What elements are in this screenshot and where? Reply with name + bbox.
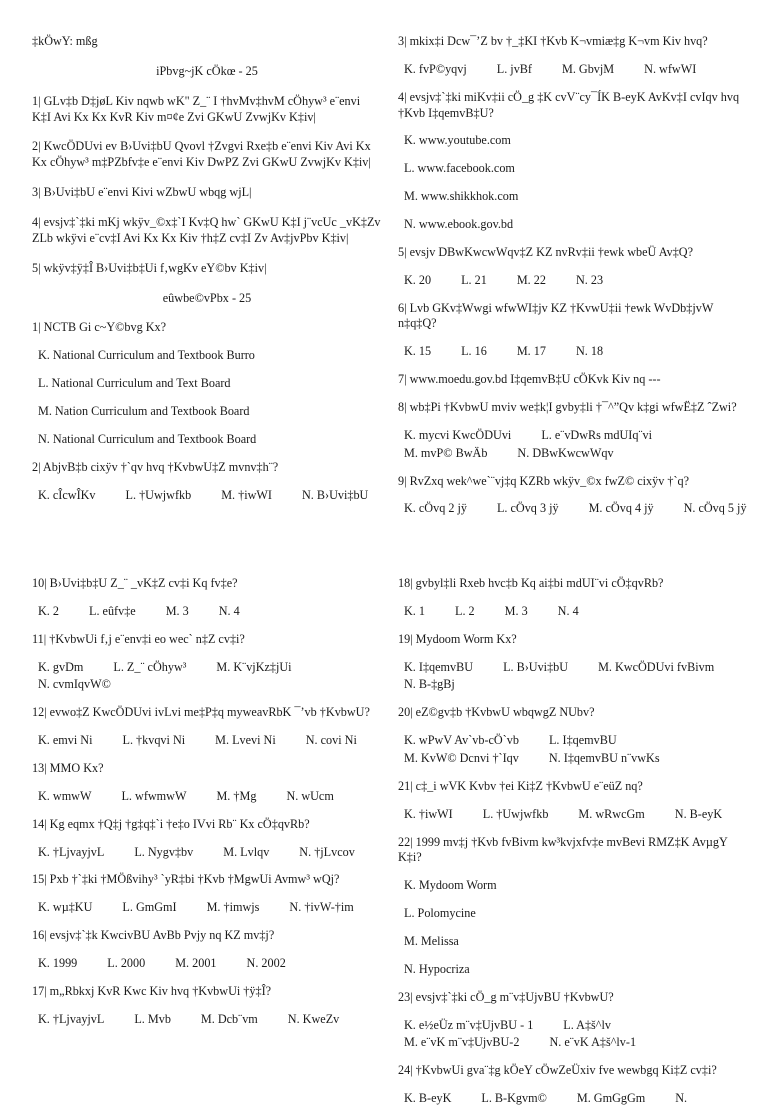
question-text: 11| †KvbwUi f‚j e¨env‡i eo wec` n‡Z cv‡i? <box>32 631 245 646</box>
answer-options <box>404 62 748 78</box>
answer-option: N. e¨vK A‡š^lv-1 <box>549 1035 637 1050</box>
answer-options <box>38 956 382 972</box>
question-text: 20| eZ©gv‡b †KvbwU wbqwgZ NUbv? <box>398 705 595 720</box>
question-text: 12| evwo‡Z KwcÖDUvi ivLvi me‡P‡q myweavRbK ¯’vb †KvbwU? <box>32 705 370 720</box>
answer-option: K. 2 <box>38 603 59 618</box>
answer-option: L. 2000 <box>107 956 146 971</box>
answer-option: L. I‡qemvBU <box>548 733 617 748</box>
answer-option: K. 1999 <box>38 956 78 971</box>
answer-options <box>38 488 382 504</box>
answer-options <box>404 660 748 694</box>
question-text: 3| mkix‡i Dcw¯’Z bv †_‡KI †Kvb K¬vmiæ‡g K¬vm Kiv hvq? <box>398 34 708 48</box>
answer-options <box>38 789 382 805</box>
answer-options <box>404 1091 748 1107</box>
question-text: 2| AbjvB‡b cixÿv †`qv hvq †KvbwU‡Z mvnv‡h¨? <box>32 459 279 474</box>
top-left-column <box>32 34 382 515</box>
answer-options <box>38 900 382 916</box>
question-text: 13| MMO Kx? <box>32 761 104 776</box>
question-text: 18| gvbyl‡li Rxeb hvc‡b Kq ai‡bi mdUI¨vi cÖ‡qvRb? <box>398 576 664 590</box>
answer-option: K. cÖvq 2 jÿ <box>404 501 467 516</box>
answer-option: K. e½eÜz m¨v‡UjvBU - 1 <box>404 1017 534 1032</box>
answer-option: M. Lvevi Ni <box>215 733 276 748</box>
answer-options <box>404 604 748 620</box>
answer-option: M. KwcÖDUvi fvBivm <box>598 659 715 674</box>
answer-option: N. I‡qemvBU n¨vwKs <box>548 751 660 766</box>
answer-option: M. GmGgGm <box>576 1091 646 1106</box>
answer-option: K. mycvi KwcÖDUvi <box>404 427 512 442</box>
answer-option: M. cÖvq 4 jÿ <box>588 501 654 516</box>
answer-options <box>404 807 748 823</box>
top-right-column <box>398 34 748 529</box>
answer-option: N. †jLvcov <box>299 844 355 859</box>
answer-options <box>404 344 748 360</box>
question-text: 22| 1999 mv‡j †Kvb fvBivm kw³kvjxfv‡e mvBevi RMZ‡K AvµgY K‡i? <box>398 834 728 865</box>
answer-option: M. www.shikkhok.com <box>404 189 519 204</box>
answer-options <box>404 501 748 517</box>
essay-question: 4| evsjv‡`‡ki mKj wkÿv_©x‡`I Kv‡Q hw` GKwU K‡I j¨vcUc _vK‡Zv ZLb wkÿvi e¨cv‡I Avi Kx Kx Kiv †h‡Z cv‡I Zv Av‡jvPbv K‡iv| <box>32 215 381 245</box>
essay-question: 2| KwcÖDUvi ev B›Uvi‡bU Qvovl †Zvgvi Rxe‡b e¨envi Kiv Avi Kx Kx cÖhyw³ m‡PZbfv‡e e¨envi Kiv DwPZ Zvi GKwU ZvwjKv K‡iv| <box>32 139 371 170</box>
answer-option: N. covi Ni <box>305 733 357 748</box>
answer-option: K. gvDm <box>38 659 84 674</box>
answer-option: M. 17 <box>516 344 546 359</box>
answer-options <box>38 733 382 749</box>
question-text: 15| Pxb †`‡ki †MÖßvihy³ `yR‡bi †Kvb †MgwUi Avmw³ wQj? <box>32 872 340 887</box>
answer-option: M. wRwcGm <box>578 806 645 821</box>
answer-option: K. wPwV Av`vb-cÖ`vb <box>404 733 519 748</box>
answer-option: L. B›Uvi‡bU <box>503 659 569 674</box>
essay-question: 5| wkÿv‡ÿ‡Î B›Uvi‡b‡Ui f‚wgKv eY©bv K‡iv| <box>32 260 267 275</box>
answer-option: L. B-Kgvm© <box>481 1091 547 1106</box>
mcq-section-title: eûwbe©vPbx - 25 <box>162 290 252 305</box>
answer-option: M. 22 <box>516 272 546 287</box>
answer-option: L. Nygv‡bv <box>134 844 194 859</box>
essay-question-list <box>32 94 382 277</box>
answer-option: L. National Curriculum and Text Board <box>38 376 231 391</box>
question-text: 4| evsjv‡`‡ki miKv‡ii cÖ_g ‡K cvV¨cy¯ÍK B-eyK AvKv‡I cvIqv hvq †Kvb I‡qemvB‡U? <box>398 89 740 120</box>
answer-option: M. 3 <box>504 603 528 618</box>
answer-option: K. Mydoom Worm <box>404 878 497 893</box>
question-text: 10| B›Uvi‡b‡U Z_¨ _vK‡Z cv‡i Kq fv‡e? <box>32 576 238 590</box>
answer-option: N. DBwKwcwWqv <box>517 445 614 460</box>
answer-option: N. KweZv <box>287 1011 340 1026</box>
answer-option: K. †LjvayjvL <box>38 844 105 859</box>
question-text: 17| m„Rbkxj KvR Kwc Kiv hvq †KvbwUi †ÿ‡Î? <box>32 983 272 998</box>
answer-option: N. B-eyK <box>674 806 723 821</box>
answer-option: N. B-‡gBj <box>404 677 455 692</box>
answer-option: L. A‡š^lv <box>563 1017 611 1032</box>
question-text: 8| wb‡Pi †KvbwU mviv we‡k¦I gvby‡li †¯^”Qv k‡gi wfwË‡Z ˆZwi? <box>398 400 737 415</box>
answer-option: L. 21 <box>461 272 487 287</box>
question-text: 7| www.moedu.gov.bd I‡qemvB‡U cÖKvk Kiv nq --- <box>398 372 661 387</box>
answer-option: N. <box>675 1091 688 1106</box>
question-text: 24| †KvbwUi gva¨‡g kÖeY cÖwZeÜxiv fve wewbgq Ki‡Z cv‡i? <box>398 1063 717 1078</box>
answer-option: K. National Curriculum and Textbook Burro <box>38 348 255 363</box>
mcq-list <box>32 576 382 1028</box>
answer-option: M. Dcb¨vm <box>200 1011 258 1026</box>
answer-option: K. I‡qemvBU <box>404 659 474 674</box>
answer-option: L. †Uwjwfkb <box>482 806 549 821</box>
answer-option: M. †imwjs <box>206 900 260 915</box>
answer-option: K. emvi Ni <box>38 733 93 748</box>
section-title: iPbvg~jK cÖkœ - 25 <box>156 63 258 78</box>
answer-option: M. 2001 <box>175 956 217 971</box>
answer-option: L. e¨vDwRs mdUIq¨vi <box>541 427 652 442</box>
answer-option: K. fvP©yqvj <box>404 61 467 76</box>
answer-option: K. †iwWI <box>404 806 453 821</box>
answer-option: M. Melissa <box>404 934 459 949</box>
answer-option: L. www.facebook.com <box>404 161 515 176</box>
mcq-list <box>398 576 748 1107</box>
answer-option: M. K¨vjKz‡jUi <box>216 659 292 674</box>
bottom-right-column <box>398 576 748 1119</box>
answer-option: K. †LjvayjvL <box>38 1011 105 1026</box>
answer-option: N. †ivW-†im <box>289 900 354 915</box>
answer-option: N. 4 <box>557 603 579 618</box>
answer-options <box>38 845 382 861</box>
answer-option: N. cÖvq 5 jÿ <box>683 501 747 516</box>
question-text: 5| evsjv DBwKwcwWqv‡Z KZ nvRv‡ii †ewk wbeÜ Av‡Q? <box>398 244 694 259</box>
question-text: 6| Lvb GKv‡Wwgi wfwWI‡jv KZ †KvwU‡ii †ewk WvDb‡jvW n‡q‡Q? <box>398 300 714 331</box>
question-text: 16| evsjv‡`‡k KwcivBU AvBb Pvjy nq KZ mv‡j? <box>32 928 275 943</box>
answer-option: N. 23 <box>575 272 604 287</box>
question-text: 14| Kg eqmx †Q‡j †g‡q‡`i †e‡o IVvi Rb¨ Kx cÖ‡qvRb? <box>32 816 310 831</box>
answer-option: K. 15 <box>404 344 432 359</box>
answer-option: L. cÖvq 3 jÿ <box>496 501 559 516</box>
question-text: 1| NCTB Gi c~Y©bvg Kx? <box>32 320 167 335</box>
answer-option: N. B›Uvi‡bU <box>301 487 369 502</box>
answer-option: N. National Curriculum and Textbook Board <box>38 431 257 446</box>
answer-options <box>38 1012 382 1028</box>
answer-option: M. mvP© BwÄb <box>404 445 488 460</box>
answer-option: L. †Uwjwfkb <box>125 487 192 502</box>
answer-option: N. wfwWI <box>644 61 697 76</box>
answer-option: K. www.youtube.com <box>404 133 511 148</box>
subject-header: ‡kÖwY: mßg <box>32 34 98 48</box>
answer-option: K. 1 <box>404 603 425 618</box>
mcq-list <box>32 320 382 503</box>
answer-option: L. †kvqvi Ni <box>122 733 186 748</box>
answer-option: L. 16 <box>461 344 487 359</box>
answer-option: M. †Mg <box>216 788 257 803</box>
answer-option: K. B-eyK <box>404 1091 452 1106</box>
answer-option: M. KvW© Dcnvi †`Iqv <box>404 751 519 766</box>
answer-option: N. 18 <box>575 344 604 359</box>
answer-option: N. 4 <box>218 603 240 618</box>
answer-option: L. eûfv‡e <box>89 603 136 618</box>
answer-options <box>404 878 748 977</box>
answer-option: M. GbvjM <box>561 61 615 76</box>
answer-option: M. 3 <box>165 603 189 618</box>
question-text: 21| c‡_i wVK Kvbv †ei Ki‡Z †KvbwU e¨eüZ nq? <box>398 778 643 793</box>
answer-options <box>38 660 382 694</box>
answer-options <box>404 133 748 232</box>
answer-option: N. www.ebook.gov.bd <box>404 217 514 232</box>
answer-option: L. Mvb <box>134 1011 171 1026</box>
question-text: 9| RvZxq wek^we`¨vj‡q KZRb wkÿv_©x fwZ© cixÿv †`q? <box>398 473 690 488</box>
answer-option: K. wmwW <box>38 788 92 803</box>
bottom-left-column <box>32 576 382 1040</box>
answer-option: M. †iwWI <box>221 487 272 502</box>
answer-option: L. jvBf <box>496 61 532 76</box>
answer-option: K. cÎcwÎKv <box>38 487 96 502</box>
answer-option: L. wfwmwW <box>121 788 187 803</box>
answer-option: N. cvmIqvW© <box>38 677 111 692</box>
answer-option: M. e¨vK m¨v‡UjvBU-2 <box>404 1035 520 1050</box>
answer-option: M. Lvlqv <box>223 844 270 859</box>
answer-option: M. Nation Curriculum and Textbook Board <box>38 404 250 419</box>
answer-options <box>38 604 382 620</box>
mcq-list <box>398 34 748 517</box>
answer-option: K. 20 <box>404 272 432 287</box>
essay-question: 3| B›Uvi‡bU e¨envi Kivi wZbwU wbqg wjL| <box>32 185 252 200</box>
answer-option: L. 2 <box>455 603 475 618</box>
answer-option: N. wUcm <box>286 788 334 803</box>
answer-option: K. wµ‡KU <box>38 900 93 915</box>
answer-options <box>38 348 382 447</box>
answer-options <box>404 428 748 462</box>
essay-question: 1| GLv‡b D‡jøL Kiv nqwb wK" Z_¨ I †hvMv‡hvM cÖhyw³ e¨envi K‡I Avi Kx Kx KvR Kiv m¤¢e Zvi GKwU ZvwjKv K‡iv| <box>32 93 361 124</box>
answer-option: N. Hypocriza <box>404 961 470 976</box>
answer-options <box>404 273 748 289</box>
question-text: 19| Mydoom Worm Kx? <box>398 631 517 646</box>
answer-option: N. 2002 <box>246 956 286 971</box>
answer-option: L. GmGmI <box>122 900 177 915</box>
answer-options <box>404 1018 748 1052</box>
answer-options <box>404 733 748 767</box>
answer-option: L. Polomycine <box>404 906 476 921</box>
answer-option: L. Z_¨ cÖhyw³ <box>113 659 187 674</box>
question-text: 23| evsjv‡`‡ki cÖ_g m¨v‡UjvBU †KvbwU? <box>398 989 614 1004</box>
